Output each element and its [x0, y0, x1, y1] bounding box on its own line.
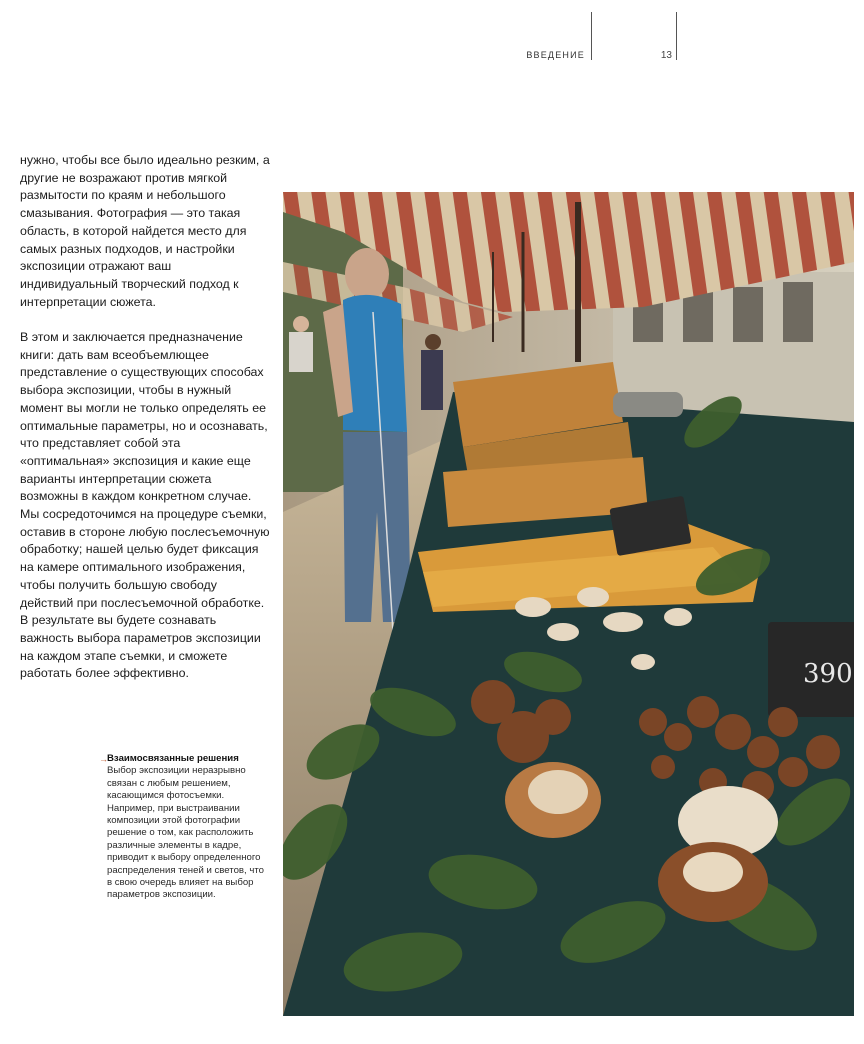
price-sign-text: 390 [803, 659, 853, 689]
arrow-right-icon: → [99, 754, 108, 764]
section-label: ВВЕДЕНИЕ [526, 50, 585, 60]
market-photo [283, 192, 854, 1016]
page-number: 13 [660, 50, 672, 61]
sidebar-title [99, 753, 267, 765]
header-rule-left [591, 12, 592, 60]
paragraph: нужно, чтобы все было идеально резким, а другие не возражают против мягкой размытости по краям и небольшого смазывания. Фотография — это такая область, в которой найдется место для самых разных подходов, и настройки экспозиции отражают ваш индивидуальный творческий подход к интерпретации сюжета. [20, 153, 270, 309]
sidebar-note [99, 753, 267, 902]
sidebar-title-text: Взаимосвязанные решения [107, 753, 239, 764]
sidebar-text: Выбор экспозиции неразрывно связан с любым решением, касающимся фотосъемки. Например, при выстраивании композиции этой фотографии решение о том, как расположить различные элементы в кадре, приводит к выбору определенного распределения теней и светов, что в свою очередь влияет на выбор параметров экспозиции. [107, 765, 264, 901]
market-photo-illustration [283, 192, 854, 1016]
paragraph: В этом и заключается предназначение книги: дать вам всеобъемлющее представление о существующих способах выбора экспозиции, чтобы в нужный момент вы могли не только определять ее оптимальные параметры, но и осознавать, что представляет собой эта «оптимальная» экспозиция и какие еще варианты интерпретации сюжета возможны в каждом конкретном случае. Мы сосредоточимся на процедуре съемки, оставив в стороне любую послесъемочную обработку; нашей целью будет фиксация на камере оптимального изображения, чтобы получить большую свободу действий при послесъемочной обработке. В результате вы будете сознавать важность выбора параметров экспозиции на каждом этапе съемки, и сможете работать более эффективно. [20, 330, 270, 681]
body-text [20, 152, 270, 683]
header-rule-right [676, 12, 677, 60]
